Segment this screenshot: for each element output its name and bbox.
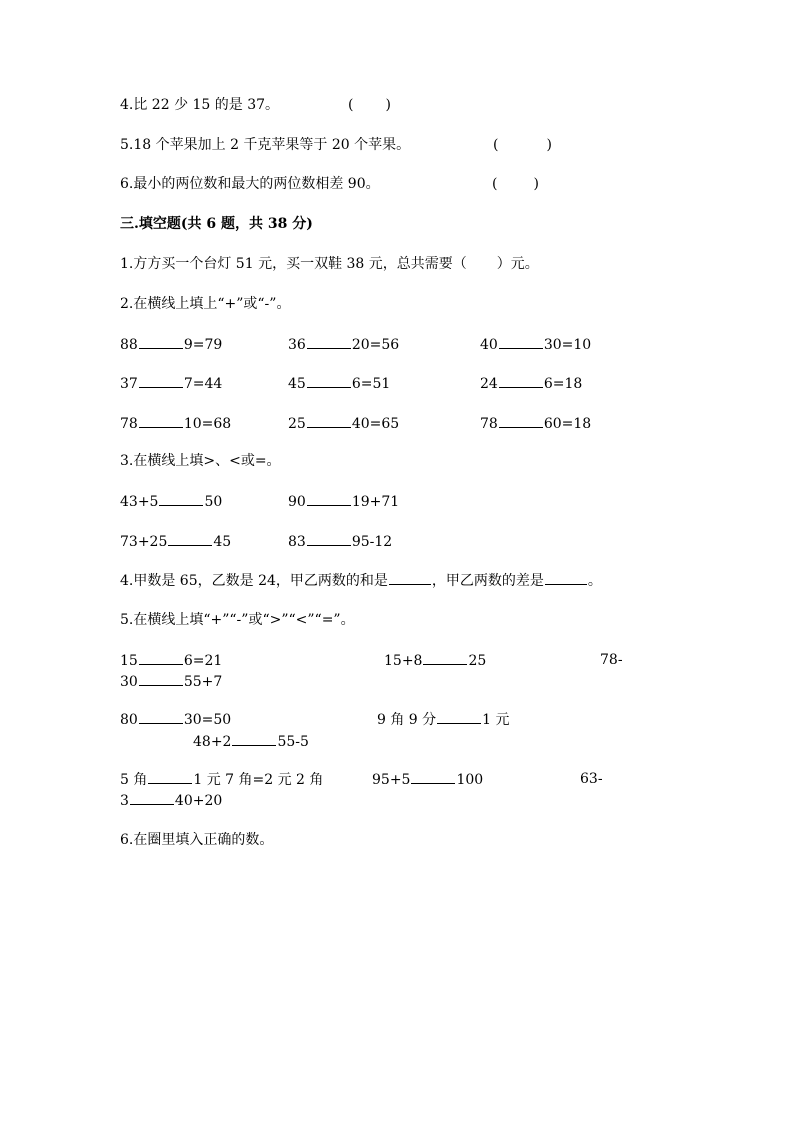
- fill-q6-title: 6.在圈里填入正确的数。: [120, 832, 274, 848]
- paren-left: (: [492, 176, 498, 192]
- fill-q4-post: 。: [587, 573, 602, 589]
- judge-q4-answer[interactable]: [348, 96, 391, 114]
- q2-r2-c2: 45 6=51: [288, 376, 391, 392]
- paren-left: (: [348, 97, 354, 113]
- answer-blank[interactable]: [411, 770, 455, 784]
- q5-r3-c1: 5 角 1 元 7 角=2 元 2 角: [120, 772, 324, 788]
- fill-q1-post: ）元。: [496, 256, 539, 272]
- judge-q4: [120, 96, 279, 114]
- diff-blank[interactable]: [545, 571, 587, 585]
- answer-blank[interactable]: [307, 335, 351, 349]
- paren-left: (: [493, 137, 499, 153]
- sum-blank[interactable]: [389, 571, 431, 585]
- judge-q6: [120, 175, 380, 193]
- q5-r2-c1: 80 30=50: [120, 712, 232, 728]
- q5-r3-c3-start: 63-: [580, 771, 603, 787]
- answer-blank[interactable]: [423, 651, 467, 665]
- judge-q5-text: 5.18 个苹果加上 2 千克苹果等于 20 个苹果。: [120, 137, 411, 153]
- answer-blank[interactable]: [307, 532, 351, 546]
- q2-r3-c3: 78 60=18: [480, 416, 592, 432]
- q2-r3-c1: 78 10=68: [120, 416, 232, 432]
- judge-q5: [120, 136, 410, 154]
- fill-q5-title: 5.在横线上填“+”“-”或“>”“<”“=”。: [120, 612, 355, 628]
- answer-blank[interactable]: [130, 791, 174, 805]
- answer-blank[interactable]: [499, 335, 543, 349]
- q5-r1-c1: 15 6=21: [120, 653, 223, 669]
- q2-r3-c2: 25 40=65: [288, 416, 400, 432]
- fill-q3-title: 3.在横线上填>、<或=。: [120, 453, 281, 469]
- answer-blank[interactable]: [232, 732, 276, 746]
- q5-r2-c2: 9 角 9 分 1 元: [377, 712, 510, 728]
- answer-blank[interactable]: [437, 710, 481, 724]
- judge-q4-text: 4.比 22 少 15 的是 37。: [120, 97, 280, 113]
- paren-right: ): [533, 176, 539, 192]
- fill-q1: [120, 255, 539, 273]
- answer-blank[interactable]: [139, 672, 183, 686]
- answer-blank[interactable]: [168, 532, 212, 546]
- judge-q6-answer[interactable]: [492, 175, 539, 193]
- q2-r1-c1: 88 9=79: [120, 337, 223, 353]
- q3-r1-c1: 43+5 50: [120, 494, 223, 510]
- answer-blank[interactable]: [499, 414, 543, 428]
- fill-q4-pre: 4.甲数是 65，乙数是 24，甲乙两数的和是: [120, 573, 388, 589]
- judge-q5-answer[interactable]: [493, 136, 552, 154]
- answer-blank[interactable]: [148, 770, 192, 784]
- q3-r2-c1: 73+25 45: [120, 534, 232, 550]
- answer-blank[interactable]: [139, 710, 183, 724]
- q3-r1-c2: 90 19+71: [288, 494, 400, 510]
- q5-r1-c2: 15+8 25: [384, 653, 487, 669]
- fill-q1-pre: 1.方方买一个台灯 51 元，买一双鞋 38 元，总共需要（: [120, 256, 467, 272]
- paren-right: ): [546, 137, 552, 153]
- judge-q6-text: 6.最小的两位数和最大的两位数相差 90。: [120, 176, 380, 192]
- answer-blank[interactable]: [307, 374, 351, 388]
- fill-q2-title: 2.在横线上填上“+”或“-”。: [120, 296, 291, 312]
- q3-r2-c2: 83 95-12: [288, 534, 393, 550]
- q2-r2-c3: 24 6=18: [480, 376, 583, 392]
- q5-r3-c2: 95+5 100: [372, 772, 484, 788]
- q2-r2-c1: 37 7=44: [120, 376, 223, 392]
- answer-blank[interactable]: [139, 651, 183, 665]
- q5-r2-c3: 48+2 55-5: [193, 734, 309, 750]
- paren-right: ): [385, 97, 391, 113]
- fill-q4-mid: ，甲乙两数的差是: [431, 573, 544, 589]
- answer-blank[interactable]: [139, 414, 183, 428]
- q5-r1-c3-start: 78-: [600, 652, 623, 668]
- answer-blank[interactable]: [159, 492, 203, 506]
- q5-r3-c3-end: 3 40+20: [120, 793, 223, 809]
- answer-blank[interactable]: [307, 492, 351, 506]
- q2-r1-c3: 40 30=10: [480, 337, 592, 353]
- section-title: 三.填空题(共 6 题，共 38 分): [120, 216, 313, 232]
- answer-blank[interactable]: [139, 374, 183, 388]
- answer-blank[interactable]: [307, 414, 351, 428]
- answer-blank[interactable]: [139, 335, 183, 349]
- q5-r1-c3-end: 30 55+7: [120, 674, 223, 690]
- fill-q4: [120, 571, 602, 590]
- q2-r1-c2: 36 20=56: [288, 337, 400, 353]
- answer-blank[interactable]: [499, 374, 543, 388]
